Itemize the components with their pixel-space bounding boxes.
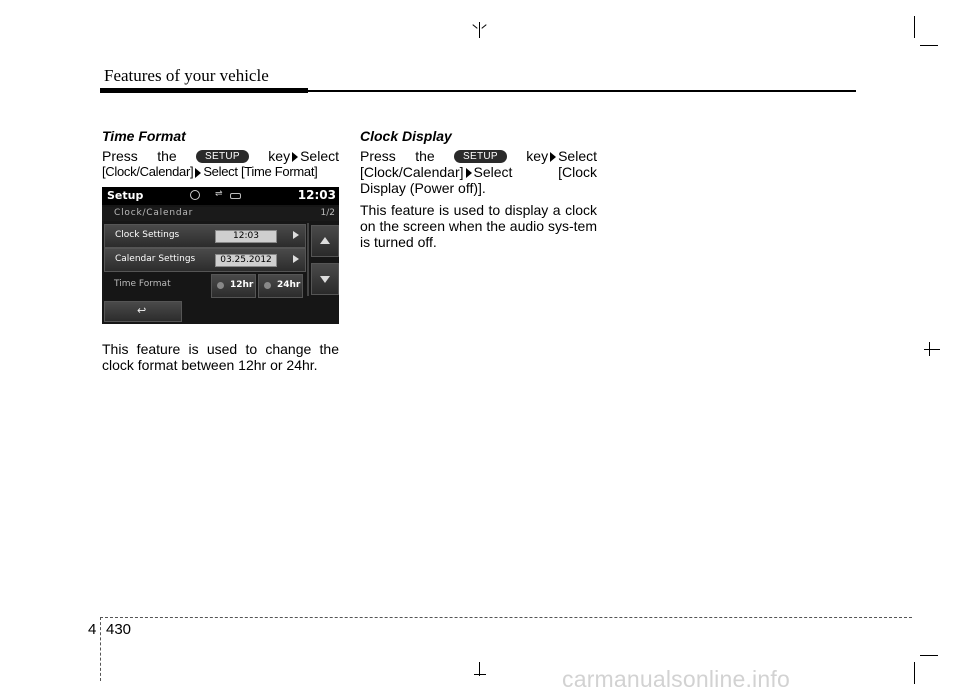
back-icon: ↩ — [137, 304, 147, 317]
screen-subheader — [102, 207, 339, 221]
arrow-down-icon — [320, 276, 330, 283]
option-24hr[interactable] — [258, 274, 303, 298]
calendar-settings-row[interactable] — [104, 248, 306, 272]
clock-display-desc-text: This feature is used to display a clock on the screen when the audio sys-tem is turned off. — [360, 202, 597, 250]
crop-mark-right — [924, 349, 940, 350]
time-format-desc-text: This feature is used to change the clock format between 12hr or 24hr. — [102, 341, 339, 373]
crop-mark-corner-br-h — [920, 655, 938, 656]
setup-key-badge: SETUP — [454, 150, 507, 163]
scroll-track — [307, 223, 309, 296]
arrow-right-icon — [195, 168, 201, 178]
crop-mark-corner-br-v — [914, 662, 915, 684]
clock-settings-value: 12:03 — [215, 230, 277, 243]
screen-title-bar — [102, 187, 339, 205]
time-format-heading: Time Format — [102, 128, 186, 144]
arrow-right-icon — [466, 168, 472, 178]
crop-mark-bottom-h — [474, 674, 486, 675]
chapter-number: 4 — [88, 621, 97, 638]
word-select: Select — [473, 164, 513, 180]
time-format-description — [102, 341, 339, 379]
word-press: Press — [360, 148, 396, 164]
scroll-down-button[interactable] — [311, 263, 339, 295]
arrow-right-icon — [550, 152, 556, 162]
menu-path-time-format: Select [Time Format] — [203, 164, 318, 179]
header-rule-thin — [308, 90, 856, 92]
menu-path-clock: [Clock — [558, 164, 597, 180]
option-24hr-label: 24hr — [277, 280, 301, 290]
time-format-section — [102, 128, 339, 186]
instruction-line-3: Display (Power off)]. — [360, 180, 486, 196]
page-header-title: Features of your vehicle — [104, 66, 269, 85]
clock-settings-label: Clock Settings — [115, 230, 180, 240]
menu-path-clock-calendar: [Clock/Calendar] — [102, 164, 194, 179]
time-format-row — [104, 273, 304, 297]
crop-mark-corner-tr-v — [914, 16, 915, 38]
watermark: carmanualsonline.info — [562, 666, 790, 692]
instruction-line-2 — [102, 164, 339, 180]
usb-icon: ⇌ — [215, 189, 223, 199]
clock-display-heading: Clock Display — [360, 128, 452, 144]
crop-mark-right-v — [929, 342, 930, 356]
word-the: the — [157, 148, 177, 164]
crop-mark-top-right — [481, 24, 486, 29]
crop-mark-top-left — [472, 24, 477, 29]
option-12hr[interactable] — [211, 274, 256, 298]
footer-vertical-rule — [100, 617, 101, 681]
clock-settings-row[interactable] — [104, 224, 306, 248]
crop-mark-corner-tr-h — [920, 45, 938, 46]
clock-display-section — [360, 128, 597, 256]
menu-path-clock-calendar: [Clock/Calendar] — [360, 164, 464, 180]
crop-mark-top — [479, 22, 480, 38]
chevron-right-icon — [293, 255, 299, 263]
arrow-up-icon — [320, 237, 330, 244]
instruction-line-2 — [360, 164, 597, 180]
option-12hr-label: 12hr — [230, 280, 254, 290]
footer-rule — [100, 617, 912, 618]
screen-clock: 12:03 — [297, 188, 336, 202]
setup-key-badge: SETUP — [196, 150, 249, 163]
scroll-up-button[interactable] — [311, 225, 339, 257]
chevron-right-icon — [293, 231, 299, 239]
word-press: Press — [102, 148, 138, 164]
battery-icon — [230, 193, 241, 199]
word-key: key — [526, 148, 549, 164]
back-button[interactable] — [104, 301, 182, 322]
arrow-right-icon — [292, 152, 298, 162]
screen-title: Setup — [107, 189, 144, 202]
radio-dot-icon — [217, 282, 224, 289]
screen-page-indicator: 1/2 — [320, 208, 335, 218]
word-key: key — [268, 148, 291, 164]
time-format-label: Time Format — [114, 279, 171, 289]
calendar-settings-label: Calendar Settings — [115, 254, 196, 264]
page-number: 430 — [106, 621, 132, 638]
radio-dot-icon — [264, 282, 271, 289]
word-select: Select — [558, 148, 597, 164]
word-select: Select — [300, 148, 339, 164]
instruction-line-1 — [360, 148, 597, 164]
word-the: the — [415, 148, 435, 164]
screen-subheader-label: Clock/Calendar — [114, 208, 194, 218]
instruction-line-1 — [102, 148, 339, 164]
calendar-settings-value: 03.25.2012 — [215, 254, 277, 267]
header-rule-thick — [100, 88, 308, 93]
disc-icon — [190, 190, 200, 200]
setup-screen-image — [102, 187, 339, 324]
